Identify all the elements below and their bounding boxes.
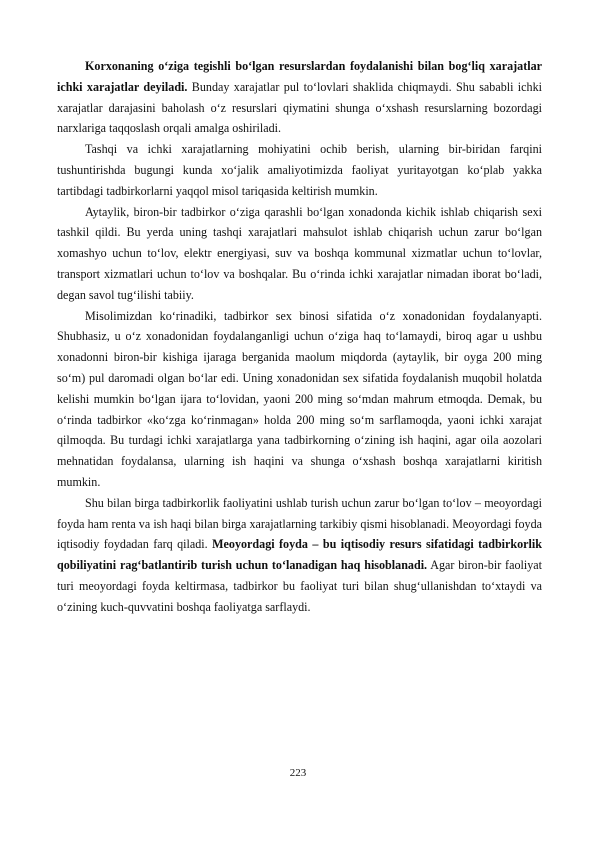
page-body — [57, 56, 542, 618]
page-number: 223 — [289, 767, 307, 779]
paragraph-internal-costs-definition — [57, 56, 542, 139]
definition-normal-profit: Meoyordagi foyda – bu iqtisodiy resurs sifatidagi tadbirkorlik qobiliyatini rag‘batlantirib turish uchun to‘lanadigan haq hisoblanadi. — [57, 537, 542, 573]
paragraph-opportunity-cost-example — [57, 306, 542, 493]
paragraph-external-internal-comparison — [57, 139, 542, 201]
definition-internal-costs: Korxonaning o‘ziga tegishli bo‘lgan resurslardan foydalanishi bilan bog‘liq xarajatlar ichki xarajatlar deyiladi. — [57, 59, 542, 94]
paragraph-text-tail: Agar biron-bir faoliyat turi meoyordagi foyda keltirmasa, tadbirkor bu faoliyat turi bilan shug‘ullanishdan to‘xtaydi va o‘zining kuch-quvvatini boshqa faoliyatga sarflaydi. — [57, 558, 542, 614]
paragraph-normal-profit — [57, 493, 542, 618]
paragraph-text: Aytaylik, biron-bir tadbirkor o‘ziga qarashli bo‘lgan xonadonda kichik ishlab chiqarish sexi tashkil qildi. Bu yerda uning tashqi xarajatlari mahsulot ishlab chiqarish uchun zarur bo‘lgan xomashyo uchun to‘lov, elektr energiyasi, suv va boshqa kommunal xizmatlar uchun to‘lovlar, transport xizmatlari uchun to‘lov va boshqalar. Bu o‘rinda ichki xarajatlar nimadan iborat bo‘ladi, degan savol tug‘ilishi tabiiy. — [57, 204, 542, 302]
paragraph-text: Bunday xarajatlar pul to‘lovlari shaklida chiqmaydi. Shu sababli ichki xarajatlar darajasini baholash o‘z resurslari qiymatini shunga o‘xshash resurslarning bozordagi narxlariga taqqoslash orqali amalga oshiriladi. — [57, 79, 542, 136]
paragraph-text: Shu bilan birga tadbirkorlik faoliyatini ushlab turish uchun zarur bo‘lgan to‘lov – meoyordagi foyda ham renta va ish haqi bilan birga xarajatlarning tarkibiy qismi hisoblanadi. Meoyordagi foyda iqtisodiy foydadan farq qiladi. — [57, 495, 542, 552]
paragraph-text: Tashqi va ichki xarajatlarning mohiyatini ochib berish, ularning bir-biridan farqini tushuntirishda bugungi kunda xo‘jalik amaliyotimizda faoliyat yuritayotgan ko‘plab yakka tartibdagi tadbirkorlarni yaqqol misol tariqasida keltirish mumkin. — [57, 142, 542, 198]
paragraph-text: Misolimizdan ko‘rinadiki, tadbirkor sex binosi sifatida o‘z xonadonidan foydalanyapti. Shubhasiz, u o‘z xonadonidan foydalanganligi uchun o‘ziga haq to‘lamaydi, biroq agar u ushbu xonadonni biron-bir kishiga ijaraga berganida maolum miqdorda (aytaylik, bir oyga 200 ming so‘m) pul daromadi olgan bo‘lar edi. Uning xonadonidan sex sifatida foydalanish muqobil holatda kelishi mumkin bo‘lgan ijara to‘lovidan, yaoni 200 ming so‘mdan mahrum etmoqda. Demak, bu o‘rinda tadbirkor «ko‘zga ko‘rinmagan» holda 200 ming so‘m sarflamoqda, yaoni ichki xarajat qilmoqda. Bu turdagi ichki xarajatlarga yana tadbirkorning o‘zining ish haqini, agar oila aozolari mehnatidan foydalansa, ularning ish haqini va shunga o‘xshash boshqa xarajatlarni kiritish mumkin. — [57, 308, 542, 489]
paragraph-entrepreneur-example — [57, 202, 542, 306]
